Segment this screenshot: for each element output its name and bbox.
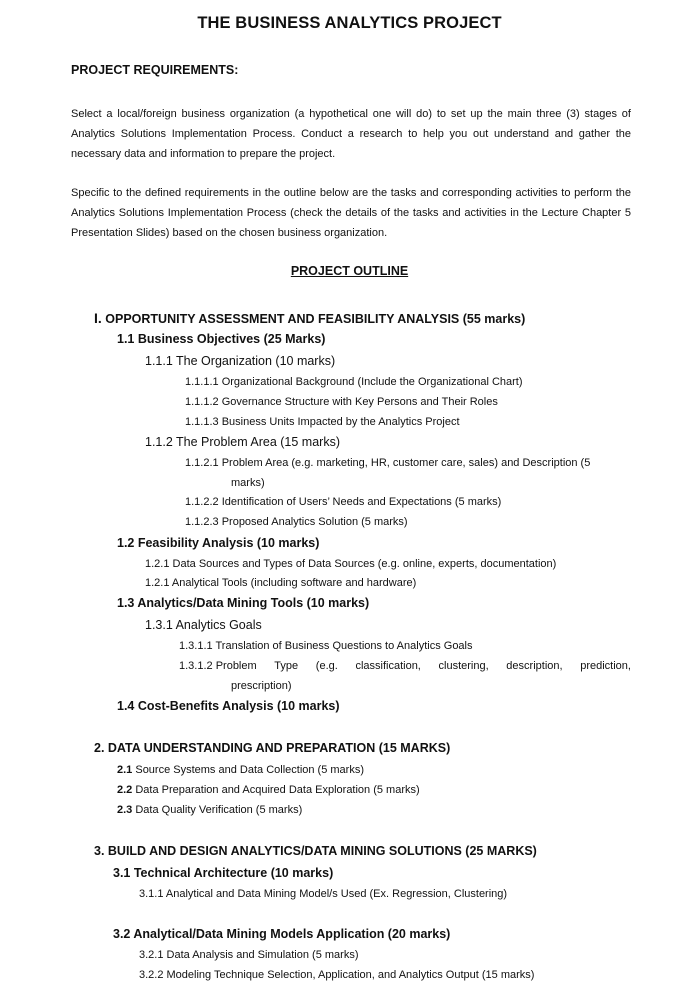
- item-1-3-1-2-word: classification,: [355, 660, 421, 672]
- outline-heading: PROJECT OUTLINE: [290, 264, 409, 278]
- section-1-1-heading: 1.1 Business Objectives (25 Marks): [117, 332, 326, 346]
- section-1-4-heading: 1.4 Cost-Benefits Analysis (10 marks): [117, 699, 340, 713]
- item-1-1-1-3: 1.1.1.3 Business Units Impacted by the Analytics Project: [185, 416, 460, 428]
- item-1-3-1-2-word: clustering,: [438, 660, 489, 672]
- section-1-heading: [94, 310, 525, 326]
- item-1-2-1-data-sources: 1.2.1 Data Sources and Types of Data Sources (e.g. online, experts, documentation): [145, 558, 557, 570]
- item-2-2: [117, 784, 420, 796]
- item-1-1-2-1-continued: marks): [231, 477, 265, 489]
- item-1-3-1-2-word: (e.g.: [315, 660, 338, 672]
- section-1-number: I.: [94, 310, 102, 326]
- item-1-3-1-2-word: prediction,: [580, 660, 631, 672]
- section-1-3-1-heading: 1.3.1 Analytics Goals: [145, 618, 262, 632]
- item-1-3-1-2-word: description,: [506, 660, 563, 672]
- item-1-3-1-2-word: Type: [274, 660, 299, 672]
- section-1-2-heading: 1.2 Feasibility Analysis (10 marks): [117, 536, 320, 550]
- item-2-2-number: 2.2: [117, 784, 133, 796]
- item-2-3-text: Data Quality Verification (5 marks): [132, 804, 303, 816]
- item-2-3: [117, 804, 302, 816]
- requirements-paragraph-1: Select a local/foreign business organization (a hypothetical one will do) to set up the main three (3) stages of Analytics Solutions Implementation Process. Conduct a research to help you out understand and gather the necessary data and information to prepare the project.: [71, 108, 631, 160]
- section-1-label: OPPORTUNITY ASSESSMENT AND FEASIBILITY ANALYSIS (55 marks): [105, 312, 526, 326]
- section-1-1-1-heading: 1.1.1 The Organization (10 marks): [145, 354, 336, 368]
- item-1-1-2-3: 1.1.2.3 Proposed Analytics Solution (5 marks): [185, 516, 408, 528]
- document-title: THE BUSINESS ANALYTICS PROJECT: [197, 14, 502, 32]
- section-3-2-heading: 3.2 Analytical/Data Mining Models Application (20 marks): [113, 927, 451, 941]
- section-1-3-heading: 1.3 Analytics/Data Mining Tools (10 marks): [117, 596, 370, 610]
- item-1-1-1-1: 1.1.1.1 Organizational Background (Include the Organizational Chart): [185, 376, 523, 388]
- item-2-1-text: Source Systems and Data Collection (5 marks): [132, 764, 364, 776]
- item-2-2-text: Data Preparation and Acquired Data Exploration (5 marks): [132, 784, 420, 796]
- requirements-heading: PROJECT REQUIREMENTS:: [71, 63, 239, 77]
- requirements-paragraph-2: Specific to the defined requirements in the outline below are the tasks and corresponding activities to perform the Analytics Solutions Implementation Process (check the details of the tasks and activities in the Lecture Chapter 5 Presentation Slides) based on the chosen business organization.: [71, 187, 631, 239]
- item-1-1-1-2: 1.1.1.2 Governance Structure with Key Persons and Their Roles: [185, 396, 498, 408]
- section-1-1-2-heading: 1.1.2 The Problem Area (15 marks): [145, 435, 340, 449]
- item-2-3-number: 2.3: [117, 804, 133, 816]
- section-3-1-heading: 3.1 Technical Architecture (10 marks): [113, 866, 334, 880]
- item-1-1-2-2: 1.1.2.2 Identification of Users’ Needs and Expectations (5 marks): [185, 496, 502, 508]
- item-3-2-1: 3.2.1 Data Analysis and Simulation (5 marks): [139, 949, 359, 961]
- section-3-heading: 3. BUILD AND DESIGN ANALYTICS/DATA MINING SOLUTIONS (25 MARKS): [94, 844, 537, 858]
- section-2-heading: 2. DATA UNDERSTANDING AND PREPARATION (15 MARKS): [94, 741, 451, 755]
- item-1-3-1-2-continued: prescription): [231, 680, 292, 692]
- item-3-2-2: 3.2.2 Modeling Technique Selection, Application, and Analytics Output (15 marks): [139, 969, 535, 981]
- item-1-3-1-2-word: 1.3.1.2 Problem: [179, 660, 257, 672]
- item-2-1-number: 2.1: [117, 764, 133, 776]
- item-3-1-1: 3.1.1 Analytical and Data Mining Model/s Used (Ex. Regression, Clustering): [139, 888, 508, 900]
- item-2-1: [117, 764, 364, 776]
- item-1-3-1-1: 1.3.1.1 Translation of Business Questions to Analytics Goals: [179, 640, 473, 652]
- item-1-2-1-analytical-tools: 1.2.1 Analytical Tools (including software and hardware): [145, 577, 417, 589]
- item-1-3-1-2: [179, 660, 631, 672]
- item-1-1-2-1: 1.1.2.1 Problem Area (e.g. marketing, HR, customer care, sales) and Description (5: [185, 457, 591, 469]
